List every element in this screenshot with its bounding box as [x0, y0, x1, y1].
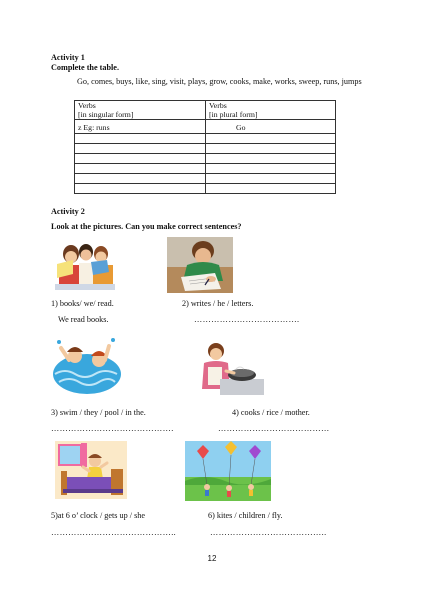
children-reading-picture: [51, 238, 119, 290]
item2-answer-line[interactable]: ……………………………….: [194, 315, 300, 324]
table-row: [75, 134, 336, 144]
item6-answer-line[interactable]: …………………………………..: [210, 528, 327, 537]
item6-prompt: 6) kites / children / fly.: [208, 511, 283, 520]
item3-prompt: 3) swim / they / pool / in the.: [51, 408, 146, 417]
item3-answer-line[interactable]: …………………………………….: [51, 424, 174, 433]
item1-prompt: 1) books/ we/ read.: [51, 299, 114, 308]
table-cell[interactable]: [206, 174, 336, 184]
item2-prompt: 2) writes / he / letters.: [182, 299, 254, 308]
table-cell[interactable]: [75, 134, 206, 144]
item4-prompt: 4) cooks / rice / mother.: [232, 408, 310, 417]
children-kites-picture: [185, 441, 271, 501]
table-row: [75, 164, 336, 174]
table-cell[interactable]: [75, 144, 206, 154]
table-cell[interactable]: [75, 154, 206, 164]
header-plural-line1: Verbs: [209, 101, 227, 110]
activity2-instruction: Look at the pictures. Can you make correct sentences?: [51, 222, 242, 231]
table-cell[interactable]: [75, 184, 206, 194]
word-bank: Go, comes, buys, like, sing, visit, plays, grow, cooks, make, works, sweep, runs, jumps: [77, 77, 362, 86]
item1-answer: We read books.: [58, 315, 109, 324]
table-cell[interactable]: [75, 174, 206, 184]
table-cell[interactable]: [206, 154, 336, 164]
example-plural: Go: [206, 120, 336, 134]
table-cell[interactable]: [206, 164, 336, 174]
verbs-table: [74, 100, 336, 194]
table-row: [75, 184, 336, 194]
item5-answer-line[interactable]: ……………………………………..: [51, 528, 177, 537]
boy-writing-picture: [167, 237, 233, 293]
girl-getting-up-picture: [55, 441, 127, 499]
activity1-title: Activity 1: [51, 53, 85, 62]
table-row: [75, 120, 336, 134]
children-swimming-picture: [51, 334, 122, 396]
item4-answer-line[interactable]: …………………………………: [218, 424, 330, 433]
table-header-row: [75, 101, 336, 120]
header-plural: [206, 101, 336, 120]
table-cell[interactable]: [206, 184, 336, 194]
table-row: [75, 144, 336, 154]
table-cell[interactable]: [206, 134, 336, 144]
header-plural-line2: [in plural form]: [209, 110, 258, 119]
table-cell[interactable]: [206, 144, 336, 154]
header-singular: [75, 101, 206, 120]
item5-prompt: 5)at 6 o’ clock / gets up / she: [51, 511, 145, 520]
table-row: [75, 154, 336, 164]
page-number: 12: [207, 554, 217, 563]
example-singular: z Eg: runs: [75, 120, 206, 134]
table-cell[interactable]: [75, 164, 206, 174]
table-row: [75, 174, 336, 184]
activity2-title: Activity 2: [51, 207, 85, 216]
header-singular-line2: [in singular form]: [78, 110, 134, 119]
activity1-instruction: Complete the table.: [51, 63, 119, 72]
mother-cooking-picture: [190, 339, 267, 400]
header-singular-line1: Verbs: [78, 101, 96, 110]
